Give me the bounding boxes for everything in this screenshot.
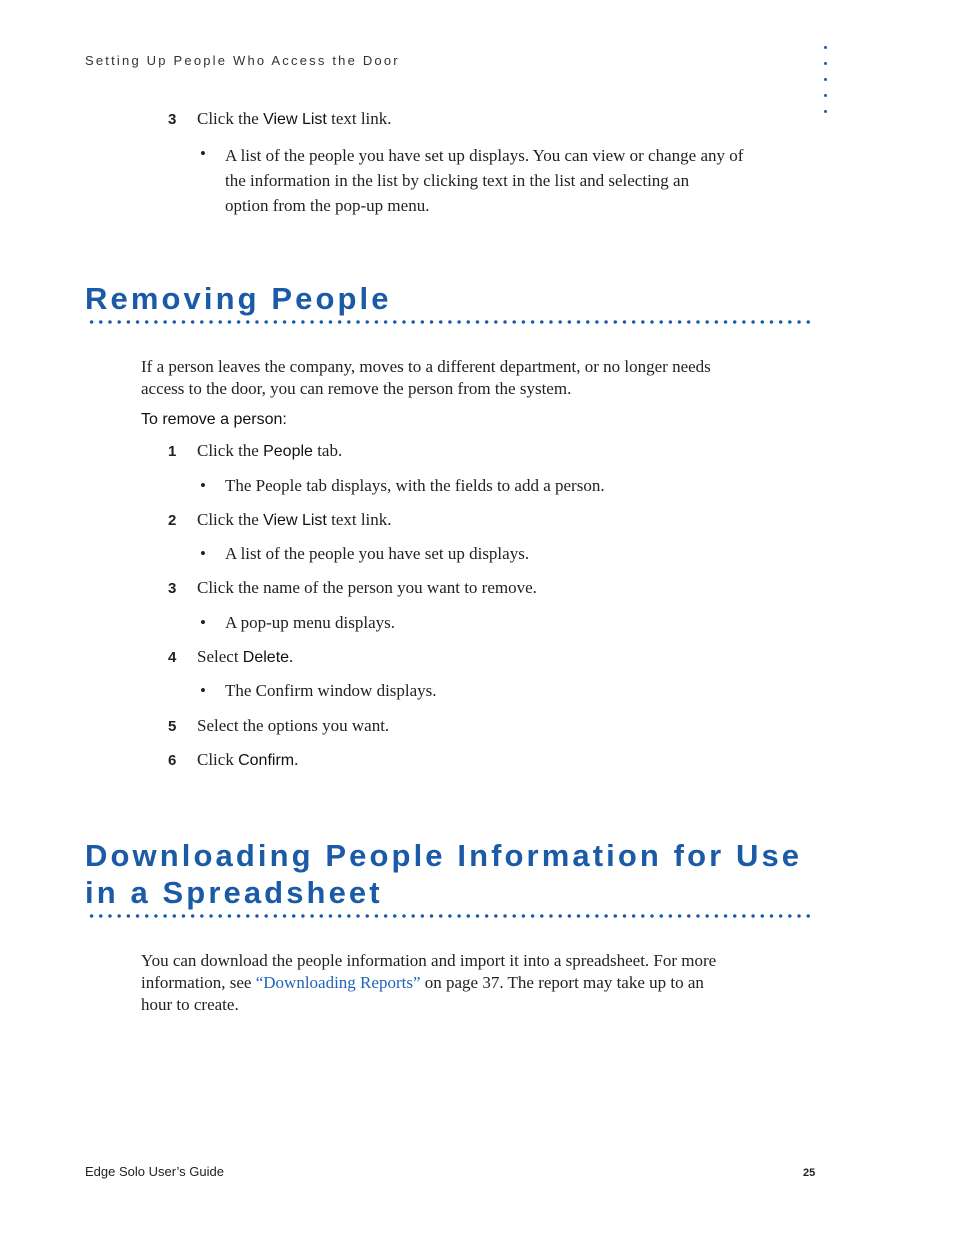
bullet-icon: • <box>200 613 206 632</box>
heading-line: Downloading People Information for Use <box>85 838 803 873</box>
step-text-post: . <box>294 750 299 769</box>
step-text-pre: Click the <box>197 510 264 529</box>
step-text-post: tab. <box>312 441 343 460</box>
ui-term-view-list: View List <box>263 111 327 128</box>
paragraph-line <box>141 972 716 994</box>
bullet-text: A list of the people you have set up displays. <box>225 544 530 563</box>
paragraph-line: hour to create. <box>141 995 239 1014</box>
step-text-pre: Click the <box>197 109 264 128</box>
step-number: 4 <box>168 649 177 666</box>
step-text <box>197 440 342 463</box>
ui-term-delete: Delete <box>242 649 290 666</box>
bullet-text: A pop-up menu displays. <box>225 613 395 632</box>
step-text <box>197 509 392 532</box>
step-text-post: text link. <box>326 510 392 529</box>
bullet-icon: • <box>200 476 206 495</box>
bullet-icon: • <box>200 544 206 563</box>
step-text-pre: Click <box>197 750 239 769</box>
ui-term-people: People <box>263 443 313 460</box>
step-number: 1 <box>168 443 177 460</box>
step-text <box>197 749 298 772</box>
step-text: Select the options you want. <box>197 716 390 735</box>
bullet-line: option from the pop-up menu. <box>225 196 430 215</box>
paragraph-line: You can download the people information and import it into a spreadsheet. For more <box>141 951 717 970</box>
bullet-line: the information in the list by clicking text in the list and selecting an <box>225 171 690 190</box>
section-heading-removing-people: Removing People <box>85 281 392 316</box>
bullet-text: The Confirm window displays. <box>225 681 437 700</box>
paragraph-line: If a person leaves the company, moves to a different department, or no longer needs <box>141 357 711 376</box>
paragraph-line: access to the door, you can remove the person from the system. <box>141 379 572 398</box>
step-number: 2 <box>168 512 177 529</box>
section-heading-downloading <box>85 837 802 911</box>
heading-dotted-rule <box>87 319 815 325</box>
step-text-pre: Click the <box>197 441 264 460</box>
section-intro-paragraph <box>141 356 711 400</box>
heading-dotted-rule <box>87 913 815 919</box>
ui-term-view-list: View List <box>263 512 327 529</box>
bullet-icon: • <box>200 144 206 163</box>
step-number: 6 <box>168 752 177 769</box>
running-head: Setting Up People Who Access the Door <box>85 53 400 68</box>
bullet-text: The People tab displays, with the fields to add a person. <box>225 476 605 495</box>
step-text-post: text link. <box>326 109 392 128</box>
step-text-post: . <box>289 647 294 666</box>
step-text <box>197 108 392 131</box>
bullet-line: A list of the people you have set up displays. You can view or change any of <box>225 146 744 165</box>
step-text: Click the name of the person you want to remove. <box>197 578 537 597</box>
section-paragraph <box>141 950 716 1016</box>
paragraph-text: information, see <box>141 973 256 992</box>
bullet-text <box>225 143 743 218</box>
corner-dots-decoration <box>824 46 830 126</box>
footer-guide-title: Edge Solo User’s Guide <box>85 1164 224 1179</box>
step-number: 5 <box>168 718 177 735</box>
downloading-reports-link[interactable]: “Downloading Reports” <box>255 973 421 992</box>
step-text-pre: Select <box>197 647 243 666</box>
ui-term-confirm: Confirm <box>238 752 295 769</box>
procedure-title: To remove a person: <box>141 411 287 428</box>
paragraph-text: on page 37. The report may take up to an <box>420 973 704 992</box>
page-number: 25 <box>803 1167 816 1179</box>
step-number: 3 <box>168 111 177 128</box>
step-number: 3 <box>168 580 177 597</box>
step-text <box>197 646 293 669</box>
bullet-icon: • <box>200 681 206 700</box>
heading-line: in a Spreadsheet <box>85 875 383 910</box>
